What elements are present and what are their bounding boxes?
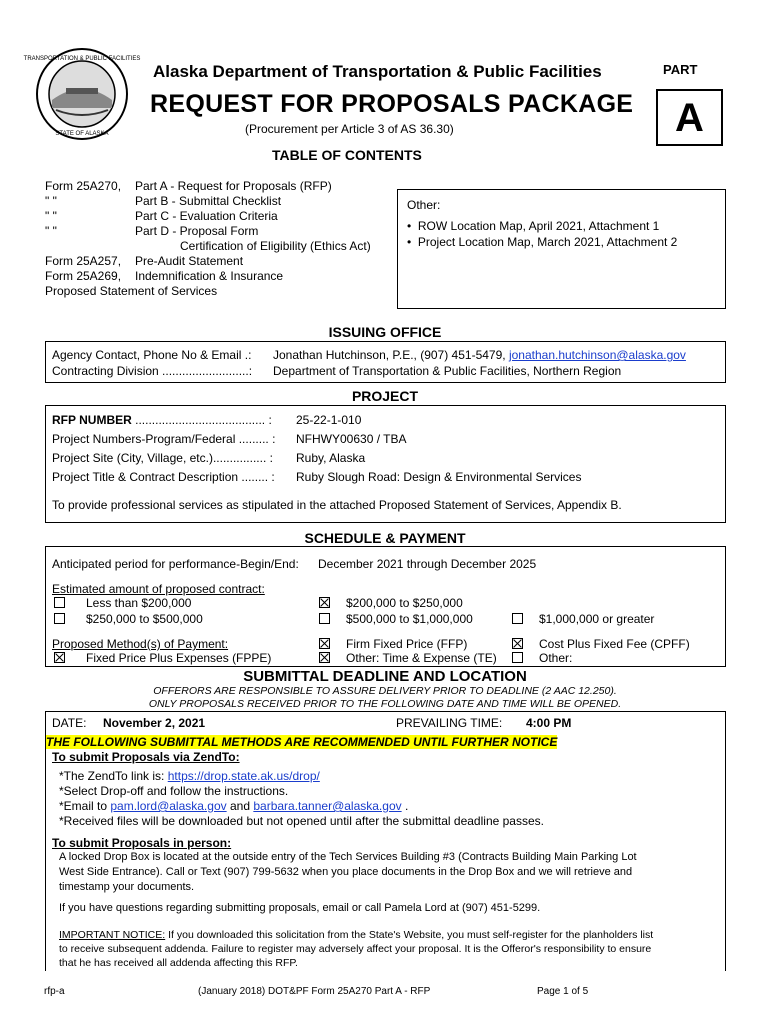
period-label: Anticipated period for performance-Begin/End: xyxy=(52,557,299,571)
amount-option: $500,000 to $1,000,000 xyxy=(346,612,473,626)
project-site-value: Ruby, Alaska xyxy=(296,451,366,465)
agency-name: Alaska Department of Transportation & Public Facilities xyxy=(153,62,602,81)
method-option: Other: xyxy=(539,651,573,665)
zendto-step: *Received files will be downloaded but not opened until after the submittal deadline passes. xyxy=(59,814,544,828)
list-item: • Project Location Map, March 2021, Attachment 2 xyxy=(407,235,678,249)
toc-line: Form 25A269, Indemnification & Insurance xyxy=(45,269,284,283)
method-option: Fixed Price Plus Expenses (FPPE) xyxy=(86,651,272,665)
method-option: Cost Plus Fixed Fee (CPFF) xyxy=(539,637,690,651)
zendto-link[interactable]: https://drop.state.ak.us/drop/ xyxy=(167,769,320,783)
footer-form-name: (January 2018) DOT&PF Form 25A270 Part A - RFP xyxy=(198,986,431,997)
project-purpose: To provide professional services as stipulated in the attached Proposed Statement of Services, Appendix B. xyxy=(52,498,622,512)
issuing-office-title: ISSUING OFFICE xyxy=(328,324,442,340)
project-title: PROJECT xyxy=(351,388,419,404)
recommended-methods-banner: THE FOLLOWING SUBMITTAL METHODS ARE RECOMMENDED UNTIL FURTHER NOTICE xyxy=(46,735,558,749)
deadline-notice-2: ONLY PROPOSALS RECEIVED PRIOR TO THE FOLLOWING DATE AND TIME WILL BE OPENED. xyxy=(148,698,622,710)
zendto-step: *Select Drop-off and follow the instructions. xyxy=(59,784,289,798)
important-notice: that he has received all addenda affecting this RFP. xyxy=(59,957,298,969)
checkbox-200k-250k[interactable] xyxy=(319,597,330,608)
zendto-email-line: *Email to pam.lord@alaska.gov and barbara.tanner@alaska.gov . xyxy=(59,799,409,813)
project-numbers-value: NFHWY00630 / TBA xyxy=(296,432,407,446)
date-value: November 2, 2021 xyxy=(103,716,206,730)
email-link-pam[interactable]: pam.lord@alaska.gov xyxy=(110,799,227,813)
time-label: PREVAILING TIME: xyxy=(396,716,503,730)
page-title: REQUEST FOR PROPOSALS PACKAGE xyxy=(150,90,634,118)
amount-option: $1,000,000 or greater xyxy=(539,612,655,626)
checkbox-250k-500k[interactable] xyxy=(54,613,65,624)
deadline-title: SUBMITTAL DEADLINE AND LOCATION xyxy=(243,668,527,685)
checkbox-cpff[interactable] xyxy=(512,638,523,649)
amount-option: $250,000 to $500,000 xyxy=(86,612,203,626)
checkbox-ffp[interactable] xyxy=(319,638,330,649)
toc-line: " " Part C - Evaluation Criteria xyxy=(45,209,278,223)
footer-form-id: rfp-a xyxy=(44,986,65,997)
important-notice: to receive subsequent addenda. Failure to register may adversely affect your proposal. It is the Offeror's responsibility to ensure xyxy=(59,943,652,955)
part-letter-box: A xyxy=(656,89,723,146)
toc-line: " " Part D - Proposal Form xyxy=(45,224,259,238)
checkbox-1m-greater[interactable] xyxy=(512,613,523,624)
method-label: Proposed Method(s) of Payment: xyxy=(52,637,229,651)
toc-line: Form 25A257, Pre-Audit Statement xyxy=(45,254,244,268)
important-notice: IMPORTANT NOTICE: If you downloaded this solicitation from the State's Website, you must self-register for the planholders list xyxy=(59,929,654,941)
other-label: Other: xyxy=(407,198,441,212)
checkbox-less-200k[interactable] xyxy=(54,597,65,608)
checkbox-other[interactable] xyxy=(512,652,523,663)
method-option: Other: Time & Expense (TE) xyxy=(346,651,497,665)
contact-label: Agency Contact, Phone No & Email .: xyxy=(52,348,252,362)
in-person-text: West Side Entrance). Call or Text (907) 799-5632 when you place documents in the Drop Box and we will retrieve and xyxy=(59,866,633,878)
page-subtitle: (Procurement per Article 3 of AS 36.30) xyxy=(245,122,454,136)
zendto-link-line: *The ZendTo link is: https://drop.state.ak.us/drop/ xyxy=(59,769,320,783)
svg-text:STATE OF ALASKA: STATE OF ALASKA xyxy=(55,131,109,137)
svg-text:TRANSPORTATION & PUBLIC FACILI: TRANSPORTATION & PUBLIC FACILITIES xyxy=(23,56,141,62)
toc-line: Form 25A270, Part A - Request for Proposals (RFP) xyxy=(45,179,332,193)
in-person-text: timestamp your documents. xyxy=(59,881,195,893)
period-value: December 2021 through December 2025 xyxy=(318,557,537,571)
footer-page-number: Page 1 of 5 xyxy=(537,986,589,997)
in-person-text: A locked Drop Box is located at the outside entry of the Tech Services Building #3 (Contracts Building Main Parking Lot xyxy=(59,851,637,863)
part-label: PART xyxy=(663,62,698,77)
method-option: Firm Fixed Price (FFP) xyxy=(346,637,468,651)
schedule-title: SCHEDULE & PAYMENT xyxy=(304,530,466,546)
toc-line: " " Part B - Submittal Checklist xyxy=(45,194,282,208)
division-label: Contracting Division ..........................: xyxy=(52,364,253,378)
contact-email-link[interactable]: jonathan.hutchinson@alaska.gov xyxy=(508,348,686,362)
email-link-barbara[interactable]: barbara.tanner@alaska.gov xyxy=(253,799,402,813)
checkbox-500k-1m[interactable] xyxy=(319,613,330,624)
list-item: • ROW Location Map, April 2021, Attachment 1 xyxy=(407,219,660,233)
project-desc-label: Project Title & Contract Description ........ : xyxy=(52,470,275,484)
amount-label: Estimated amount of proposed contract: xyxy=(52,582,265,596)
toc-line: Certification of Eligibility (Ethics Act) xyxy=(180,239,371,253)
project-site-label: Project Site (City, Village, etc.)................ : xyxy=(52,451,273,465)
amount-option: Less than $200,000 xyxy=(86,596,192,610)
state-seal-logo xyxy=(23,48,141,140)
division-value: Department of Transportation & Public Facilities, Northern Region xyxy=(273,364,622,378)
rfp-number-value: 25-22-1-010 xyxy=(296,413,362,427)
issuing-office-box xyxy=(45,341,726,383)
date-label: DATE: xyxy=(52,716,87,730)
amount-option: $200,000 to $250,000 xyxy=(346,596,463,610)
project-box xyxy=(45,405,726,523)
contact-value: Jonathan Hutchinson, P.E., (907) 451-5479, jonathan.hutchinson@alaska.gov xyxy=(273,348,686,362)
deadline-notice-1: OFFERORS ARE RESPONSIBLE TO ASSURE DELIVERY PRIOR TO DEADLINE (2 AAC 12.250). xyxy=(153,685,617,697)
project-desc-value: Ruby Slough Road: Design & Environmental Services xyxy=(296,470,582,484)
toc-title: TABLE OF CONTENTS xyxy=(272,147,422,163)
checkbox-te[interactable] xyxy=(319,652,330,663)
other-attachments-box xyxy=(397,189,726,309)
rfp-number-label: RFP NUMBER ....................................... : xyxy=(52,413,272,427)
project-numbers-label: Project Numbers-Program/Federal ......... : xyxy=(52,432,276,446)
time-value: 4:00 PM xyxy=(526,716,572,730)
questions-text: If you have questions regarding submitting proposals, email or call Pamela Lord at (907) 451-5299. xyxy=(59,902,541,914)
checkbox-fppe[interactable] xyxy=(54,652,65,663)
schedule-box xyxy=(45,546,726,667)
deadline-box xyxy=(45,711,726,971)
in-person-heading: To submit Proposals in person: xyxy=(52,836,232,850)
zendto-heading: To submit Proposals via ZendTo: xyxy=(52,750,240,764)
toc-line: Proposed Statement of Services xyxy=(45,284,218,298)
